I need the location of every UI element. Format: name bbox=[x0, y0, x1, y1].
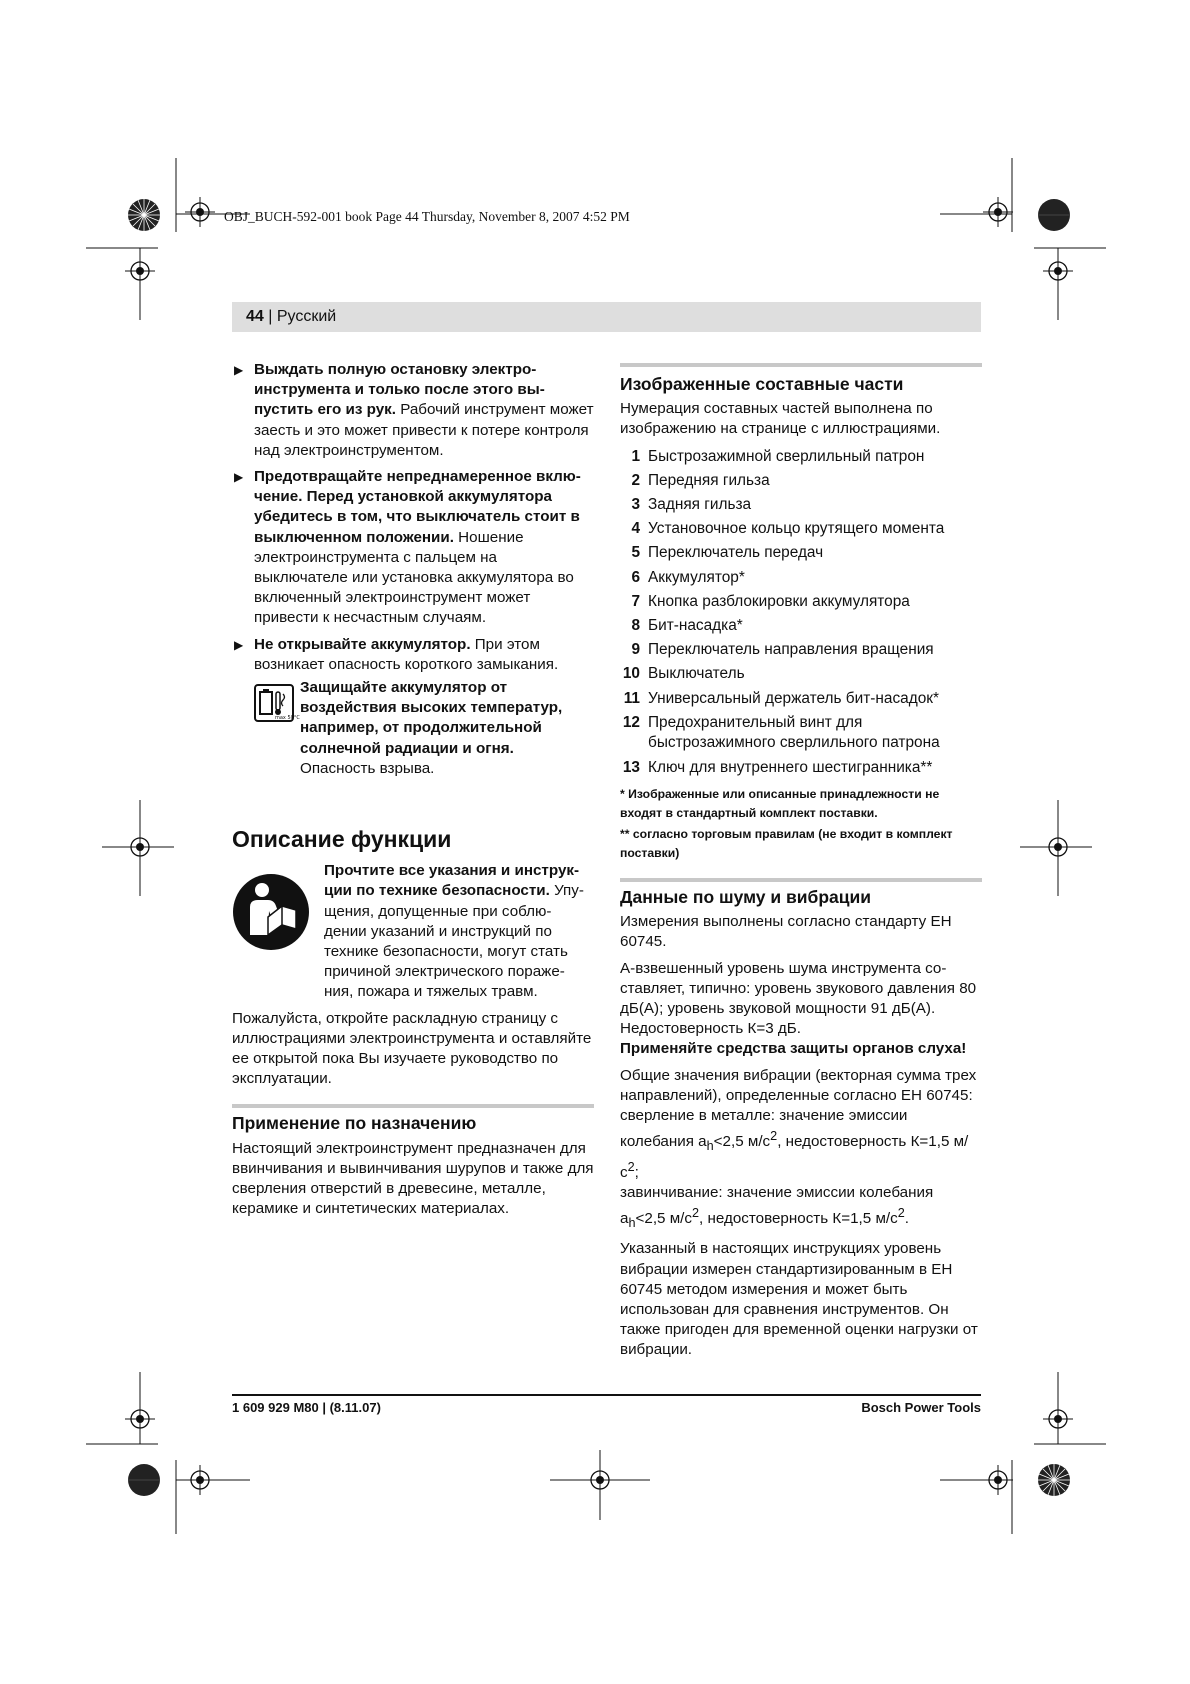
bullet-triangle-icon: ▶ bbox=[234, 470, 244, 485]
header-separator: | bbox=[268, 308, 273, 325]
footnote-trade: ** согласно торговым правилам (не входит в комплект поставки) bbox=[620, 827, 953, 860]
notice-bold: Прочтите все указания и инструк-ции по технике безопасности. bbox=[324, 862, 580, 900]
section-title-function: Описание функции bbox=[232, 826, 452, 853]
warning-text: Опасность взрыва. bbox=[300, 759, 435, 777]
list-item: 5 Переключатель передач bbox=[631, 544, 824, 562]
right-column bbox=[620, 363, 982, 1361]
list-item: 10 Выключатель bbox=[622, 665, 745, 683]
vibration-screwing: завинчивание: значение эмиссии колебания $a_h<2,5$ $м/с^2$, недостоверность К=1,5 $м/с^2$. bbox=[620, 1183, 934, 1231]
noise-paragraph-1: Измерения выполнены согласно стандарту ЕН 60745. bbox=[620, 913, 952, 951]
footer-doc-number: 1 609 929 M80 | (8.11.07) bbox=[232, 1400, 381, 1415]
read-instructions-notice bbox=[232, 861, 594, 1002]
list-item: 11 Универсальный держатель бит-насадок* bbox=[623, 689, 939, 707]
bullet-triangle-icon: ▶ bbox=[234, 637, 244, 652]
footer-brand: Bosch Power Tools bbox=[861, 1400, 981, 1415]
bullet-triangle-icon: ▶ bbox=[234, 363, 244, 377]
page-header-bar bbox=[232, 302, 981, 332]
list-item: 1 Быстрозажимной сверлильный патрон bbox=[631, 447, 925, 465]
bullet-bold: Не открывайте аккумулятор. bbox=[254, 635, 471, 653]
list-item: 4 Установочное кольцо крутящего момента bbox=[631, 520, 945, 538]
components-intro: Нумерация составных частей выполнена по изображению на странице с иллюстрациями. bbox=[620, 400, 941, 438]
notice-text: Упу-щения, допущенные при соблю-дении указаний и инструкций по технике безопасности, могут стать причиной электрического пораже-ния, пожара и тяжелых травм. bbox=[324, 882, 584, 1001]
list-item: 12 Предохранительный винт для быстрозажимного сверлильного патрона bbox=[622, 713, 940, 752]
battery-temperature-icon bbox=[254, 684, 300, 722]
print-info: OBJ_BUCH-592-001 book Page 44 Thursday, November 8, 2007 4:52 PM bbox=[224, 209, 630, 224]
components-list bbox=[620, 445, 982, 780]
noise-title: Данные по шуму и вибрации bbox=[620, 887, 872, 908]
noise-paragraph-2: А-взвешенный уровень шума инструмента со-ставляет, типично: уровень звукового давления 80 дБ(А); уровень звуковой мощности 91 дБ(А). Недостоверность К=3 дБ. bbox=[620, 959, 977, 1038]
battery-icon-text: max 50°C bbox=[275, 715, 300, 722]
list-item: 7 Кнопка разблокировки аккумулятора bbox=[631, 592, 910, 610]
battery-heat-warning bbox=[232, 678, 594, 779]
footer-rule bbox=[232, 1394, 981, 1396]
list-item: 13 Ключ для внутреннего шестигранника** bbox=[622, 758, 933, 776]
vibration-drilling: сверление в металле: значение эмиссии колебания $a_h<2,5$ $м/с^2$, недостоверность К=1,5 $м/с^2$; bbox=[620, 1107, 969, 1181]
list-item: 6 Аккумулятор* bbox=[631, 568, 745, 586]
page-number: 44 bbox=[246, 308, 264, 325]
bullet-bold: Выждать полную остановку электро-инструмента и только после этого вы-пустить его из рук. bbox=[254, 361, 545, 419]
intended-use-title: Применение по назначению bbox=[232, 1112, 477, 1133]
list-item: 8 Бит-насадка* bbox=[631, 617, 743, 635]
left-column bbox=[232, 360, 594, 1220]
bullet-bold: Предотвращайте непреднамеренное вклю-чение. Перед установкой аккумулятора убедитесь в том, что выключатель стоит в выключенном положении. bbox=[254, 468, 581, 546]
header-language: Русский bbox=[276, 308, 337, 325]
list-item: 3 Задняя гильза bbox=[631, 496, 752, 514]
warning-bold: Защищайте аккумулятор от воздействия высоких температур, например, от продолжительной солнечной радиации и огня. bbox=[300, 679, 563, 757]
bullet-text: Ношение электроинструмента с пальцем на выключателе или установка аккумулятора во включенный электроинструмент может привести к несчастным случаям. bbox=[254, 528, 574, 627]
noise-paragraph-4: Указанный в настоящих инструкциях уровень вибрации измерен стандартизированным в ЕН 60745 методом измерения и может быть использован для сравнения инструментов. Он также пригоден для временной оценки нагрузки от вибрации. bbox=[620, 1240, 978, 1359]
footnote-accessories: * Изображенные или описанные принадлежности не входят в стандартный комплект поставки. bbox=[620, 787, 940, 820]
fold-out-text: Пожалуйста, откройте раскладную страницу с иллюстрациями электроинструмента и оставляйте ее открытой пока Вы изучаете руководство по эксплуатации. bbox=[232, 1009, 592, 1088]
components-title: Изображенные составные части bbox=[620, 374, 904, 394]
bullet-text: Рабочий инструмент может заесть и это может привести к потере контроля над электроинструментом. bbox=[254, 401, 594, 459]
safety-bullet-3 bbox=[232, 635, 594, 675]
bullet-text: При этом возникает опасность короткого замыкания. bbox=[254, 635, 559, 673]
safety-bullet-1 bbox=[232, 360, 594, 461]
list-item: 9 Переключатель направления вращения bbox=[631, 641, 934, 659]
hearing-protection-note: Применяйте средства защиты органов слуха! bbox=[620, 1040, 967, 1058]
page-header bbox=[246, 308, 336, 326]
list-item: 2 Передняя гильза bbox=[631, 471, 770, 489]
noise-paragraph-3: Общие значения вибрации (векторная сумма трех направлений), определенные согласно ЕН 60745: bbox=[620, 1066, 977, 1104]
read-manual-icon bbox=[232, 873, 310, 951]
intended-use-text: Настоящий электроинструмент предназначен для ввинчивания и вывинчивания шурупов и также для сверления отверстий в древесине, металле, керамике и синтетических материалах. bbox=[232, 1139, 594, 1218]
safety-bullet-2 bbox=[232, 467, 594, 629]
